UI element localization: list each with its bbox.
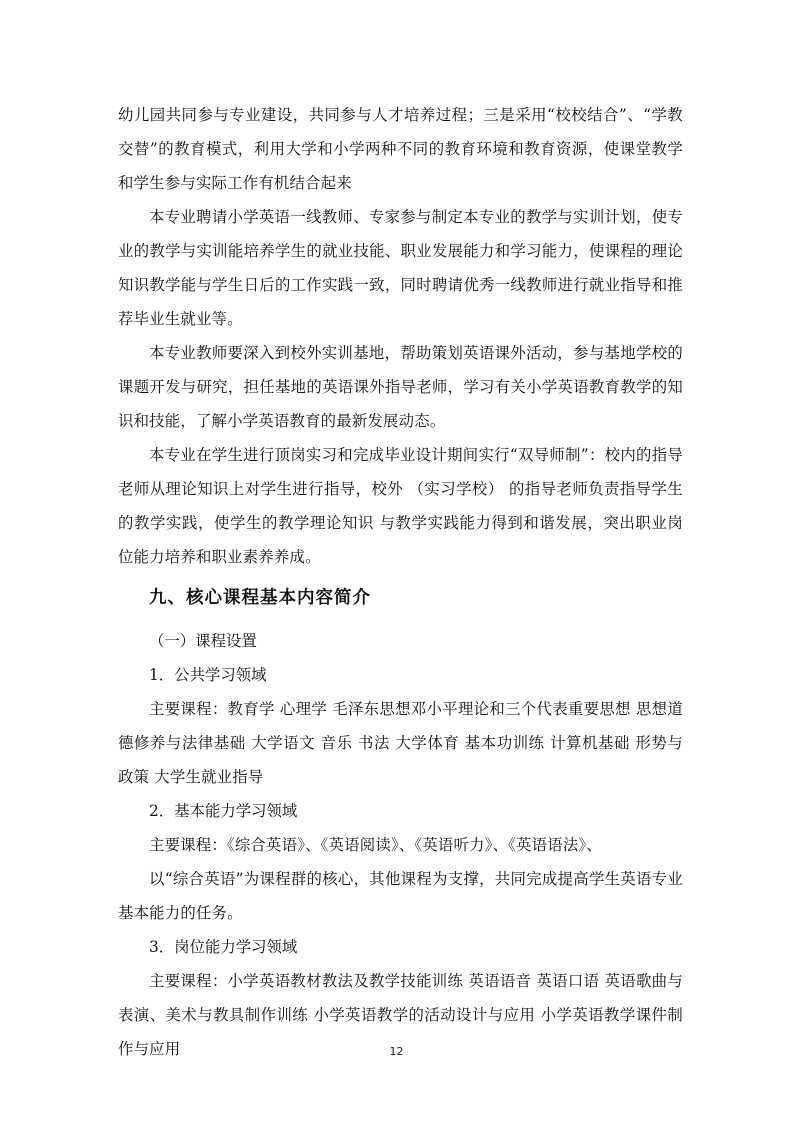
paragraph-teacher-hiring: 本专业聘请小学英语一线教师、专家参与制定本专业的教学与实训计划，使专业的教学与实训能培养学生的就业技能、职业发展能力和学习能力，使课程的理论知识教学能与学生日后的工作实践一致，同时聘请优秀一线教师进行就业指导和推荐毕业生就业等。 [118, 208, 683, 328]
paragraph-dual-mentor: 本专业在学生进行顶岗实习和完成毕业设计期间实行“双导师制”：校内的指导老师从理论知识上对学生进行指导，校外 （实习学校） 的指导老师负责指导学生的教学实践，使学生的教学理论知识 与教学实践能力得到和谐发展，突出职业岗位能力培养和职业素养养成。 [118, 446, 683, 566]
paragraph-practice-base: 本专业教师要深入到校外实训基地，帮助策划英语课外活动，参与基地学校的课题开发与研究，担任基地的英语课外指导老师，学习有关小学英语教育教学的知识和技能，了解小学英语教育的最新发展动态。 [118, 344, 683, 430]
area-1-title: 1．公共学习领域 [149, 666, 267, 684]
area-2-courses: 主要课程：《综合英语》、《英语阅读》、《英语听力》、《英语语法》、 [149, 836, 602, 854]
document-body [118, 98, 683, 1066]
section-heading: 九、核心课程基本内容简介 [149, 588, 371, 608]
area-1-courses: 主要课程：教育学 心理学 毛泽东思想邓小平理论和三个代表重要思想 思想道德修养与法律基础 大学语文 音乐 书法 大学体育 基本功训练 计算机基础 形势与政策 大学生就业指导 [118, 700, 683, 786]
area-2-note: 以“综合英语”为课程群的核心，其他课程为支撑，共同完成提高学生英语专业基本能力的任务。 [118, 870, 683, 922]
area-2-title: 2．基本能力学习领域 [149, 802, 298, 820]
area-3-title: 3．岗位能力学习领域 [149, 938, 298, 956]
subsection-title: （一）课程设置 [149, 632, 257, 650]
area-3-courses: 主要课程：小学英语教材教法及教学技能训练 英语语音 英语口语 英语歌曲与表演、美术与教具制作训练 小学英语教学的活动设计与应用 小学英语教学课件制作与应用 [118, 972, 683, 1058]
paragraph-intro-continuation: 幼儿园共同参与专业建设，共同参与人才培养过程；三是采用“校校结合”、“学教交替”的教育模式，利用大学和小学两种不同的教育环境和教育资源，使课堂教学和学生参与实际工作有机结合起来 [118, 106, 683, 192]
page-number: 12 [389, 1045, 404, 1058]
